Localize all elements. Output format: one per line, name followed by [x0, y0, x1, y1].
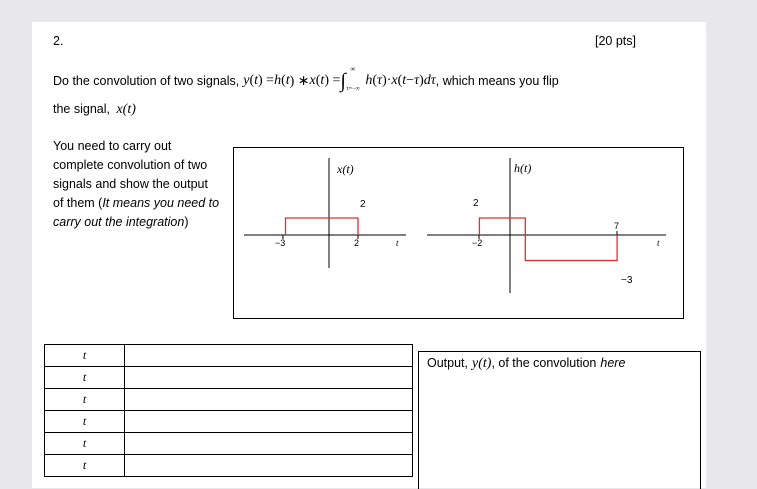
- instruction-line-2: complete convolution of two: [53, 158, 208, 172]
- output-caption: Output, y(t) , of the convolution here: [427, 355, 626, 371]
- time-cell: t: [45, 389, 125, 411]
- x-signal-pulse: [286, 218, 359, 235]
- problem-number: 2.: [53, 34, 64, 48]
- integral-upper-limit: ∞: [350, 65, 356, 73]
- answer-cell[interactable]: [125, 433, 413, 455]
- points-label: [20 pts]: [595, 34, 636, 48]
- answer-cell[interactable]: [125, 455, 413, 477]
- integral-lower-limit: τ=−∞: [346, 86, 360, 92]
- h-plot-tick-label-neg2: −2: [472, 238, 483, 248]
- answer-cell[interactable]: [125, 345, 413, 367]
- table-row: [45, 433, 413, 455]
- output-box[interactable]: [418, 351, 701, 489]
- answer-cell[interactable]: [125, 389, 413, 411]
- x-plot-label: x(t): [337, 162, 354, 176]
- signals-svg: [234, 148, 683, 318]
- x-plot-t-label: t: [396, 238, 399, 248]
- output-var: y(t): [472, 355, 492, 371]
- integral-sign: ∫ ∞ τ=−∞: [340, 65, 360, 92]
- h-signal-pulses: [479, 218, 620, 261]
- instructions: [53, 137, 219, 232]
- h-plot-amplitude-label-2: 2: [473, 198, 479, 209]
- time-cell: t: [45, 411, 125, 433]
- convolution-formula: y ( t ) = h ( t ) ∗ x ( t ) = ∫ ∞ τ=−∞ h ( τ )· x ( t − τ ) dτ: [243, 65, 436, 92]
- instruction-line-3: signals and show the output: [53, 177, 208, 191]
- signals-figure: [233, 147, 684, 319]
- table-row: [45, 367, 413, 389]
- time-cell: t: [45, 367, 125, 389]
- h-plot-tick-label-7: 7: [614, 221, 620, 231]
- h-plot-t-label: t: [657, 238, 660, 248]
- instruction-line-1: You need to carry out: [53, 139, 172, 153]
- h-plot-label: h(t): [514, 161, 532, 175]
- statement-line2-prefix: the signal,: [53, 102, 110, 116]
- statement-suffix: , which means you flip: [435, 73, 559, 88]
- flipped-signal-var: x(t): [116, 102, 136, 117]
- h-plot-amplitude-label-neg3: −3: [621, 275, 633, 286]
- answer-cell[interactable]: [125, 367, 413, 389]
- answer-cell[interactable]: [125, 411, 413, 433]
- statement-prefix: Do the convolution of two signals,: [53, 73, 240, 88]
- time-cell: t: [45, 345, 125, 367]
- worksheet-page: [32, 22, 706, 488]
- table-row: [45, 345, 413, 367]
- time-cell: t: [45, 433, 125, 455]
- x-plot-tick-label-2: 2: [354, 238, 360, 248]
- x-plot-tick-label-neg3: −3: [275, 238, 286, 248]
- instruction-line-4: of them (It means you need to: [53, 196, 220, 210]
- answer-table: [44, 344, 413, 477]
- time-cell: t: [45, 455, 125, 477]
- problem-statement-line1: [53, 65, 559, 93]
- table-row: [45, 455, 413, 477]
- x-plot-amplitude-label: 2: [360, 199, 366, 210]
- problem-statement-line2: [53, 100, 136, 119]
- instruction-line-5: carry out the integration): [53, 215, 189, 229]
- table-row: [45, 411, 413, 433]
- table-row: [45, 389, 413, 411]
